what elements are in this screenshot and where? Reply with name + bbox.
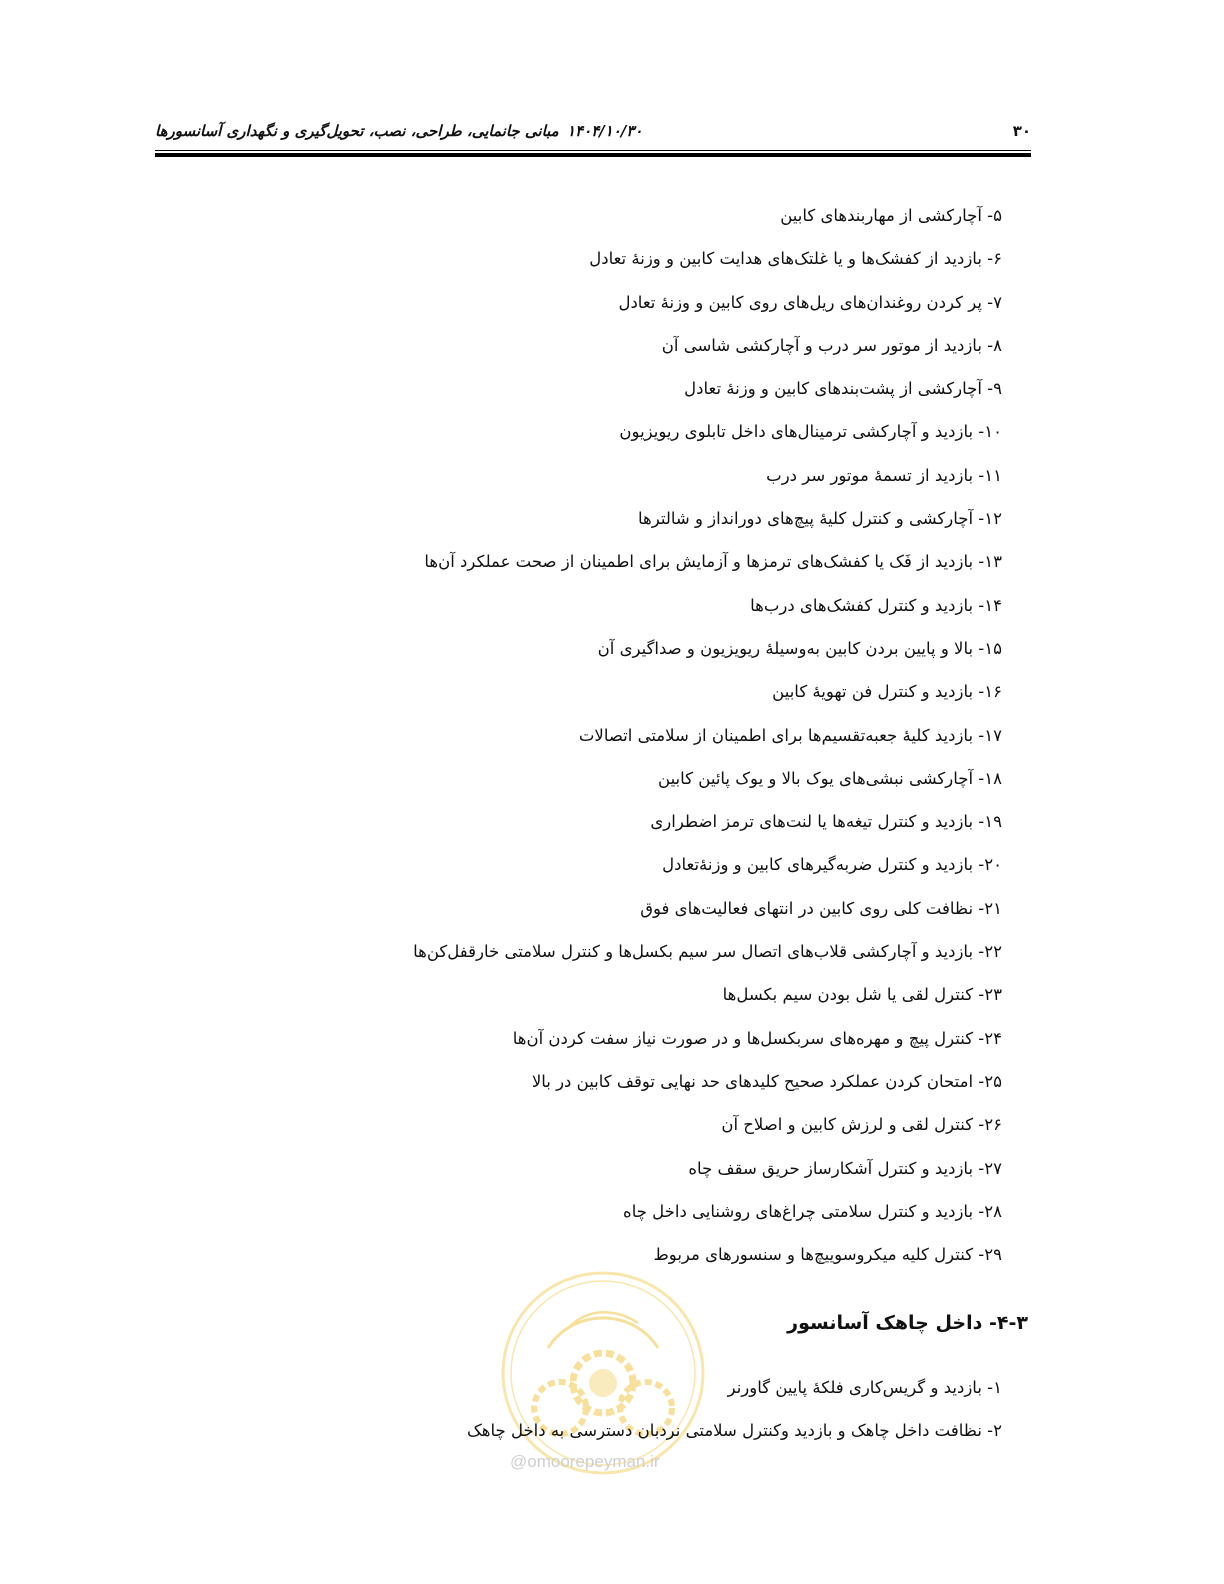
list-item: ۱۴- بازدید و کنترل کفشک‌های درب‌ها [750,595,1002,615]
list-item: ۱- بازدید و گریس‌کاری فلکهٔ پایین گاورنر [727,1378,1002,1397]
page-number: ۳۰ [1012,122,1031,140]
list-item: ۷- پر کردن روغندان‌های ریل‌های روی کابین و وزنهٔ تعادل [618,292,1002,312]
list-item: ۸- بازدید از موتور سر درب و آچارکشی شاسی آن [661,335,1002,355]
list-item: ۲۷- بازدید و کنترل آشکارساز حریق سقف چاه [688,1158,1002,1178]
list-item: ۱۶- بازدید و کنترل فن تهویهٔ کابین [772,682,1002,702]
list-item: ۲۵- امتحان کردن عملکرد صحیح کلیدهای حد نهایی توقف کابین در بالا [531,1071,1002,1091]
list-item: ۲۱- نظافت کلی روی کابین در انتهای فعالیت‌های فوق [640,898,1002,918]
maintenance-list [413,200,1002,1282]
watermark-url: @omoorepeyman.ir [510,1452,660,1471]
list-item: ۵- آچارکشی از مهاربندهای کابین [780,206,1002,225]
list-item: ۱۳- بازدید از فَک یا کفشک‌های ترمزها و آزمایش برای اطمینان از صحت عملکرد آن‌ها [424,552,1002,572]
list-item: ۲۴- کنترل پیچ و مهره‌های سربکسل‌ها و در صورت نیاز سفت کردن آن‌ها [512,1028,1002,1048]
list-item: ۲۲- بازدید و آچارکشی قلاب‌های اتصال سر سیم بکسل‌ها و کنترل سلامتی خارقفل‌کن‌ها [413,942,1002,962]
list-item: ۱۸- آچارکشی نبشی‌های یوک بالا و یوک پائین کابین [658,768,1002,788]
list-item: ۲۰- بازدید و کنترل ضربه‌گیرهای کابین و وزنهٔ‌تعادل [662,855,1002,875]
pit-maintenance-list [467,1372,1002,1458]
section-heading: ۴-۳- داخل چاهک آسانسور [787,1312,1028,1334]
at-icon: @ [510,1452,528,1471]
list-item: ۱۱- بازدید از تسمهٔ موتور سر درب [766,465,1002,485]
list-item: ۹- آچارکشی از پشت‌بندهای کابین و وزنهٔ تعادل [684,379,1002,399]
header-date: ۱۴۰۴/۱۰/۳۰ [567,122,643,140]
book-title: مبانی جانمایی، طراحی، نصب، تحویل‌گیری و نگهداری آسانسورها [155,122,559,140]
list-item: ۲۶- کنترل لقی و لرزش کابین و اصلاح آن [721,1115,1002,1135]
list-item: ۱۷- بازدید کلیهٔ جعبه‌تقسیم‌ها برای اطمینان از سلامتی اتصالات [578,725,1002,745]
list-item: ۲۳- کنترل لقی یا شل بودن سیم بکسل‌ها [722,985,1002,1005]
page-header [155,118,1031,146]
header-rule-thick [155,153,1031,157]
list-item: ۲۸- بازدید و کنترل سلامتی چراغ‌های روشنایی داخل چاه [623,1201,1002,1221]
list-item: ۶- بازدید از کفشک‌ها و یا غلتک‌های هدایت کابین و وزنهٔ تعادل [589,249,1002,269]
list-item: ۱۵- بالا و پایین بردن کابین به‌وسیلهٔ ریویزیون و صداگیری آن [597,638,1002,658]
list-item: ۲- نظافت داخل چاهک و بازدید وکنترل سلامتی نردبان دسترسی به داخل چاهک [467,1421,1002,1440]
list-item: ۱۰- بازدید و آچارکشی ترمینال‌های داخل تابلوی ریویزیون [619,422,1002,442]
list-item: ۲۹- کنترل کلیه میکروسوییچ‌ها و سنسورهای مربوط [653,1245,1002,1265]
header-rule-thin [155,150,1031,151]
list-item: ۱۹- بازدید و کنترل تیغه‌ها یا لنت‌های ترمز اضطراری [650,812,1002,832]
list-item: ۱۲- آچارکشی و کنترل کلیهٔ پیچ‌های دورانداز و شالترها [638,509,1002,529]
